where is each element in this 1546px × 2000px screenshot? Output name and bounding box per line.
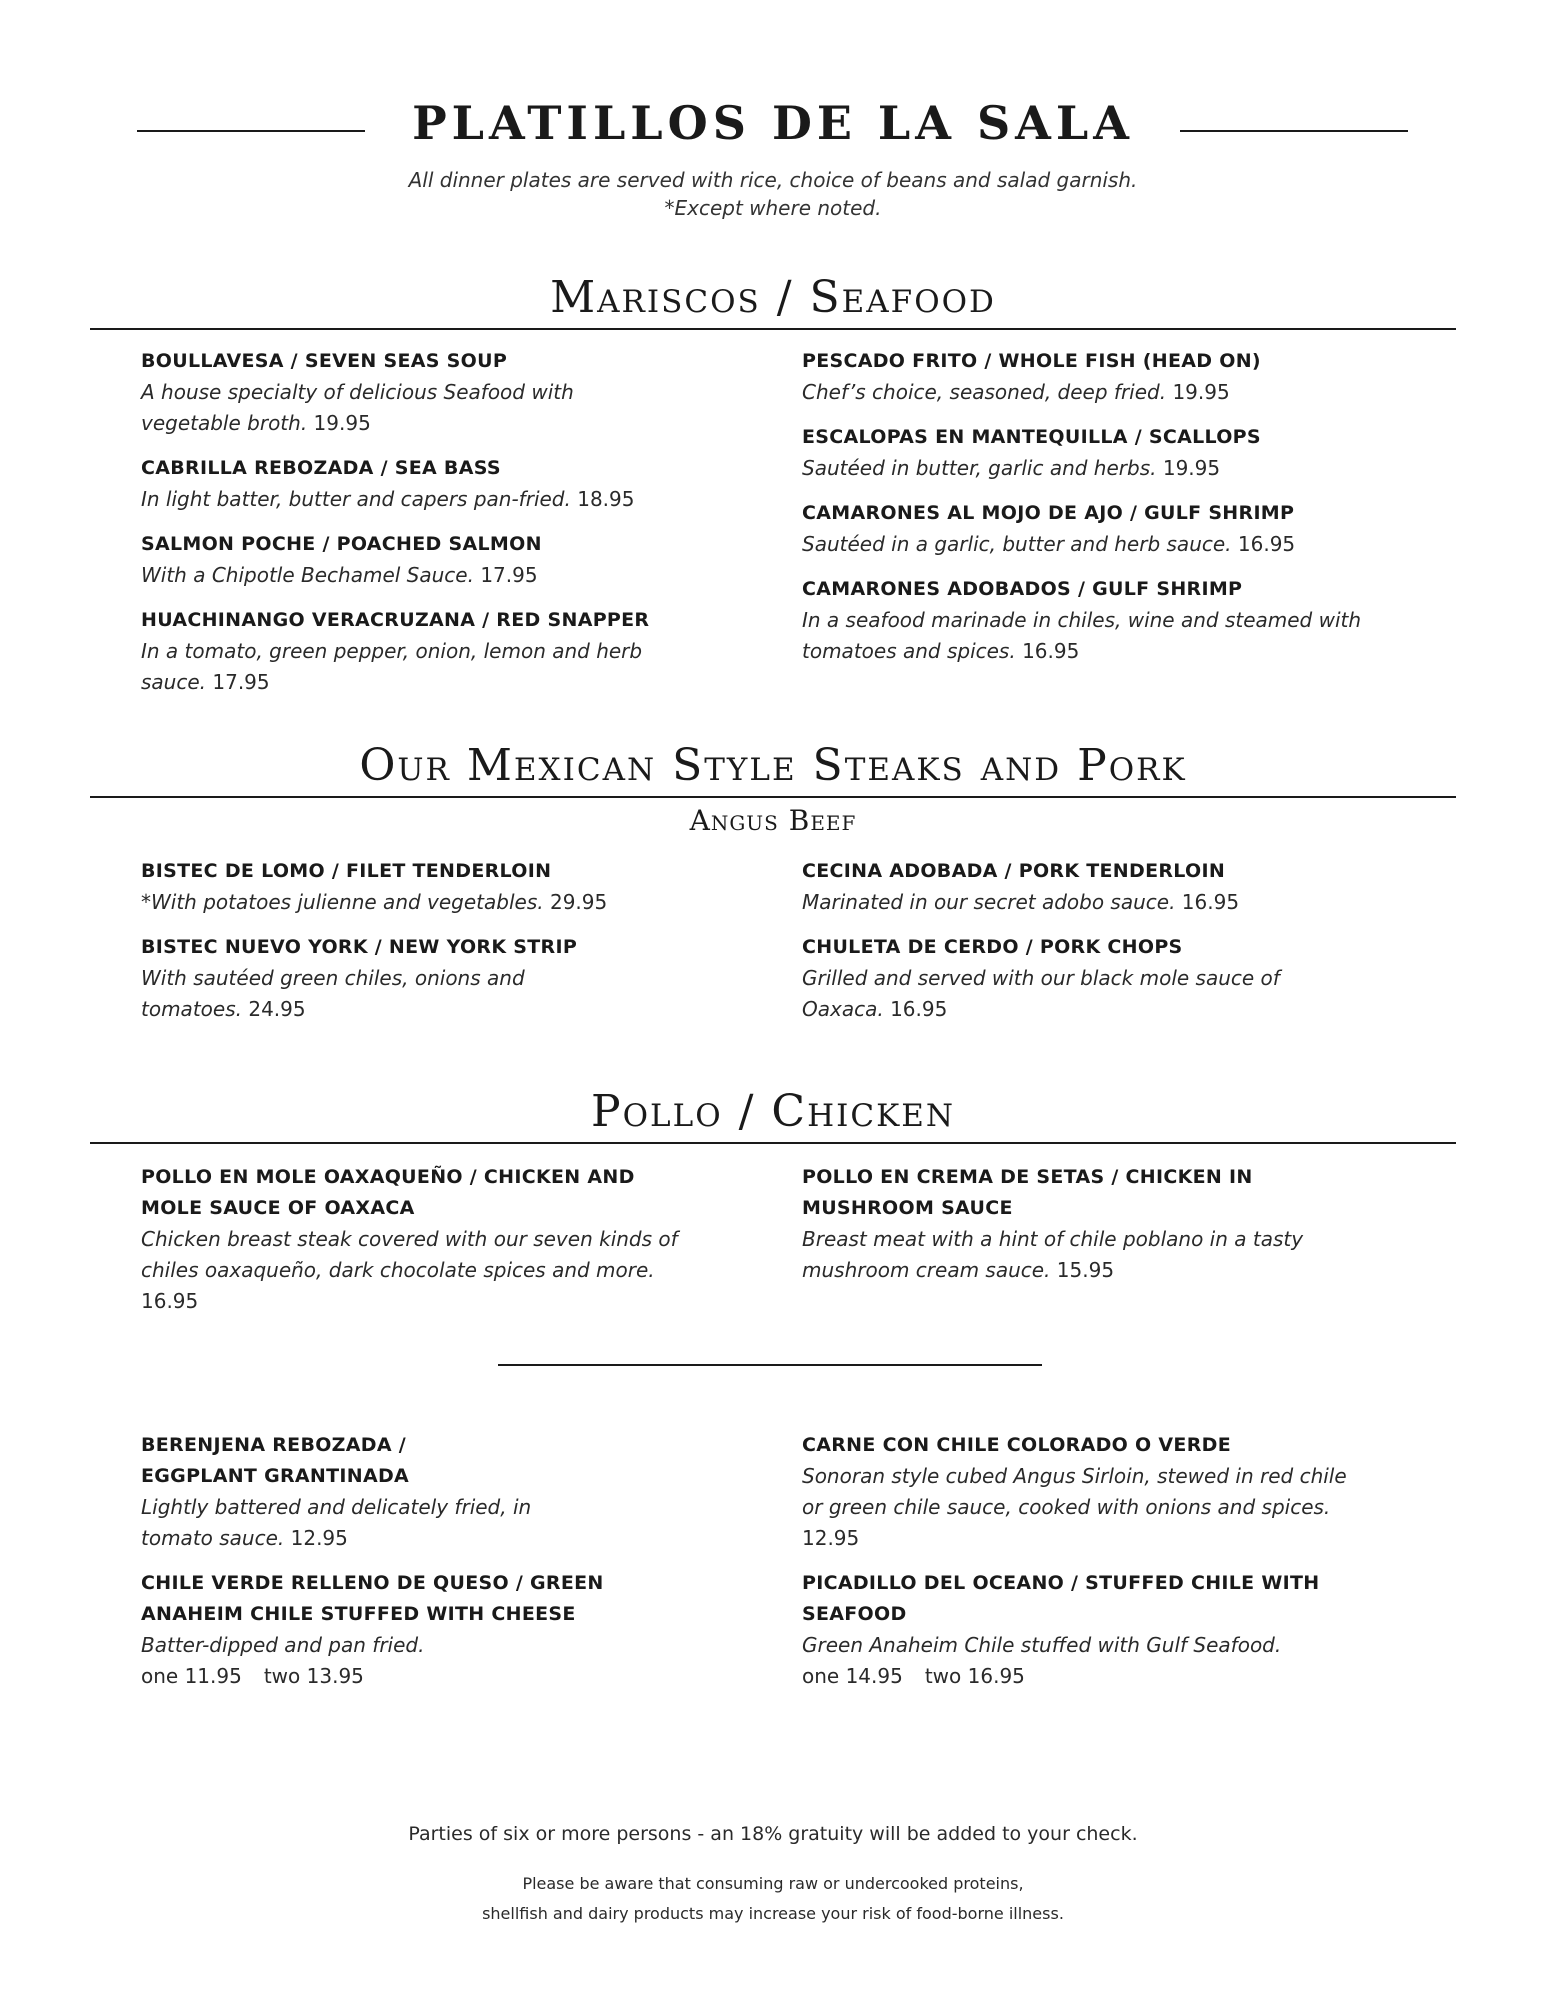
seafood-left-column xyxy=(141,346,741,712)
chicken-right-column xyxy=(802,1162,1402,1300)
item-description: *With potatoes julienne and vegetables. 29.95 xyxy=(141,890,608,914)
item-price: 19.95 xyxy=(1162,456,1221,480)
item-description: In a seafood marinade in chiles, wine and steamed with tomatoes and spices. 16.95 xyxy=(802,608,1362,663)
item-description: Chicken breast steak covered with our seven kinds of chiles oaxaqueño, dark chocolate spices and more. 16.95 xyxy=(141,1227,678,1313)
item-price-options xyxy=(802,1661,1402,1692)
item-description: With a Chipotle Bechamel Sauce. 17.95 xyxy=(141,563,538,587)
item-name: SALMON POCHE / POACHED SALMON xyxy=(141,533,542,555)
menu-item xyxy=(141,605,741,698)
item-price: 16.95 xyxy=(1181,890,1240,914)
item-name: CAMARONES AL MOJO DE AJO / GULF SHRIMP xyxy=(802,502,1295,524)
menu-item xyxy=(141,529,741,591)
item-name: CHULETA DE CERDO / PORK CHOPS xyxy=(802,936,1183,958)
item-description: Lightly battered and delicately fried, in tomato sauce. 12.95 xyxy=(141,1495,532,1550)
menu-item xyxy=(141,453,741,515)
menu-item xyxy=(802,574,1402,667)
section-title-steaks: Our Mexican Style Steaks and Pork xyxy=(359,740,1187,791)
menu-item xyxy=(141,346,741,439)
item-price-two: two 16.95 xyxy=(924,1664,1025,1688)
item-price: 17.95 xyxy=(480,563,538,587)
seafood-right-column xyxy=(802,346,1402,681)
item-description: Green Anaheim Chile stuffed with Gulf Seafood. xyxy=(802,1633,1282,1657)
item-description: In light batter, butter and capers pan-fried. 18.95 xyxy=(141,487,635,511)
item-name: CHILE VERDE RELLENO DE QUESO / GREEN ANAHEIM CHILE STUFFED WITH CHEESE xyxy=(141,1572,604,1625)
item-price: 15.95 xyxy=(1056,1258,1115,1282)
item-name: POLLO EN MOLE OAXAQUEÑO / CHICKEN AND MOLE SAUCE OF OAXACA xyxy=(141,1166,635,1219)
menu-note: All dinner plates are served with rice, choice of beans and salad garnish. xyxy=(408,168,1138,192)
item-price: 29.95 xyxy=(549,890,608,914)
item-description: Sautéed in a garlic, butter and herb sauce. 16.95 xyxy=(802,532,1296,556)
menu-item xyxy=(141,1430,741,1554)
item-price: 24.95 xyxy=(248,997,306,1021)
item-price: 18.95 xyxy=(577,487,635,511)
more-right-column xyxy=(802,1430,1402,1706)
menu-item xyxy=(802,498,1402,560)
item-price: 16.95 xyxy=(1022,639,1080,663)
menu-item xyxy=(802,932,1402,1025)
gratuity-note: Parties of six or more persons - an 18% gratuity will be added to your check. xyxy=(408,1823,1138,1845)
item-description: Sautéed in butter, garlic and herbs. 19.95 xyxy=(802,456,1221,480)
item-description: Batter-dipped and pan fried. xyxy=(141,1633,425,1657)
page-title: PLATILLOS DE LA SALA xyxy=(412,96,1134,150)
item-name: ESCALOPAS EN MANTEQUILLA / SCALLOPS xyxy=(802,426,1261,448)
item-description: With sautéed green chiles, onions and tomatoes. 24.95 xyxy=(141,966,525,1021)
item-name: HUACHINANGO VERACRUZANA / RED SNAPPER xyxy=(141,609,650,631)
section-rule-seafood xyxy=(90,328,1456,330)
menu-item xyxy=(141,1162,741,1317)
section-subtitle-angus: Angus Beef xyxy=(689,804,857,837)
menu-item xyxy=(802,346,1402,408)
item-price: 16.95 xyxy=(890,997,948,1021)
item-price-options xyxy=(141,1661,741,1692)
item-description: In a tomato, green pepper, onion, lemon and herb sauce. 17.95 xyxy=(141,639,643,694)
section-rule-chicken xyxy=(90,1142,1456,1144)
item-price: 16.95 xyxy=(141,1289,199,1313)
item-name: CARNE CON CHILE COLORADO O VERDE xyxy=(802,1434,1231,1456)
menu-item xyxy=(141,932,741,1025)
menu-item xyxy=(802,422,1402,484)
item-name: PICADILLO DEL OCEANO / STUFFED CHILE WITH SEAFOOD xyxy=(802,1572,1320,1625)
item-price-two: two 13.95 xyxy=(263,1664,364,1688)
item-price: 17.95 xyxy=(212,670,270,694)
menu-item xyxy=(802,1430,1402,1554)
item-description: Marinated in our secret adobo sauce. 16.95 xyxy=(802,890,1240,914)
item-price: 16.95 xyxy=(1237,532,1296,556)
divider xyxy=(498,1364,1042,1366)
menu-item xyxy=(802,1162,1402,1286)
chicken-left-column xyxy=(141,1162,741,1331)
item-name: BISTEC DE LOMO / FILET TENDERLOIN xyxy=(141,860,552,882)
item-name: CECINA ADOBADA / PORK TENDERLOIN xyxy=(802,860,1226,882)
menu-item xyxy=(802,1568,1402,1692)
item-name: PESCADO FRITO / WHOLE FISH (HEAD ON) xyxy=(802,350,1261,372)
steaks-right-column xyxy=(802,856,1402,1039)
menu-item xyxy=(141,1568,741,1692)
item-price: 12.95 xyxy=(802,1526,860,1550)
item-name: POLLO EN CREMA DE SETAS / CHICKEN IN MUSHROOM SAUCE xyxy=(802,1166,1253,1219)
item-description: Chef’s choice, seasoned, deep fried. 19.95 xyxy=(802,380,1230,404)
item-description: Breast meat with a hint of chile poblano in a tasty mushroom cream sauce. 15.95 xyxy=(802,1227,1304,1282)
item-price: 19.95 xyxy=(1172,380,1230,404)
section-title-chicken: Pollo / Chicken xyxy=(591,1086,955,1137)
item-price: 12.95 xyxy=(290,1526,348,1550)
item-price-one: one 11.95 xyxy=(141,1664,242,1688)
item-name: BERENJENA REBOZADA / EGGPLANT GRANTINADA xyxy=(141,1434,410,1487)
item-name: BOULLAVESA / SEVEN SEAS SOUP xyxy=(141,350,508,372)
item-price-one: one 14.95 xyxy=(802,1664,903,1688)
more-left-column xyxy=(141,1430,741,1706)
item-name: CABRILLA REBOZADA / SEA BASS xyxy=(141,457,501,479)
section-rule-steaks xyxy=(90,796,1456,798)
health-warning-line1: Please be aware that consuming raw or undercooked proteins, xyxy=(522,1874,1024,1893)
health-warning-line2: shellfish and dairy products may increase your risk of food-borne illness. xyxy=(482,1904,1064,1923)
item-name: CAMARONES ADOBADOS / GULF SHRIMP xyxy=(802,578,1243,600)
menu-note-exception: *Except where noted. xyxy=(664,196,882,220)
item-price: 19.95 xyxy=(313,411,371,435)
item-name: BISTEC NUEVO YORK / NEW YORK STRIP xyxy=(141,936,578,958)
section-title-seafood: Mariscos / Seafood xyxy=(550,272,996,323)
item-description: A house specialty of delicious Seafood with vegetable broth. 19.95 xyxy=(141,380,574,435)
item-description: Grilled and served with our black mole sauce of Oaxaca. 16.95 xyxy=(802,966,1280,1021)
steaks-left-column xyxy=(141,856,741,1039)
menu-item xyxy=(802,856,1402,918)
menu-item xyxy=(141,856,741,918)
item-description: Sonoran style cubed Angus Sirloin, stewed in red chile or green chile sauce, cooked with onions and spices. 12.95 xyxy=(802,1464,1347,1550)
